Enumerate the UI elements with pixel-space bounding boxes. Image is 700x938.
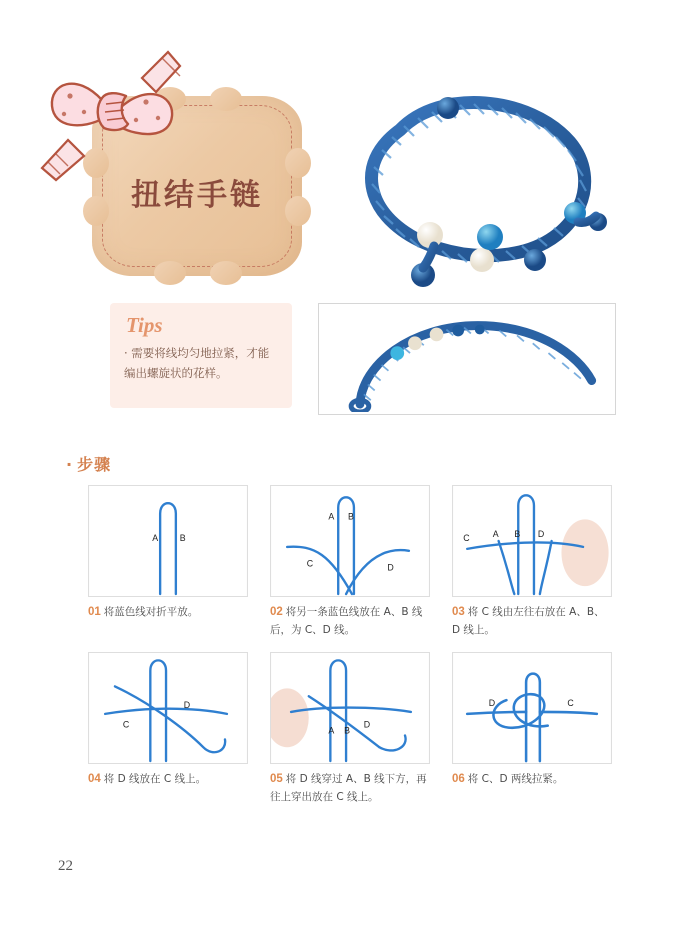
page-number: 22 <box>58 858 73 874</box>
step-caption-text: 将 C 线由左往右放在 A、B、D 线上。 <box>452 606 605 636</box>
step-label: A <box>152 533 159 543</box>
step-label: C <box>122 719 130 730</box>
step-caption-06 <box>452 771 612 789</box>
step-caption-text: 将 D 线放在 C 线上。 <box>103 773 207 786</box>
step-image-04 <box>88 652 248 764</box>
step-label: C <box>306 558 314 569</box>
step-number: 04 <box>88 773 101 786</box>
step-item <box>88 485 248 638</box>
step-label: A <box>328 725 335 736</box>
step-label: A <box>328 511 335 522</box>
step-item <box>270 652 430 805</box>
step-number: 01 <box>88 606 101 618</box>
product-photo-main <box>330 70 630 295</box>
step-label: C <box>463 533 470 543</box>
tips-title: Tips <box>126 313 163 337</box>
step-item <box>452 652 612 805</box>
steps-heading-label: 步骤 <box>77 455 112 474</box>
step-item <box>88 652 248 805</box>
step-label: B <box>348 511 354 522</box>
bow-icon <box>34 44 194 184</box>
step-diagram-05 <box>271 653 429 763</box>
step-item <box>452 485 612 638</box>
step-caption-text: 将 C、D 两线拉紧。 <box>467 773 564 786</box>
step-caption-05 <box>270 771 430 805</box>
steps-grid <box>88 485 612 819</box>
step-label: A <box>492 529 499 540</box>
tips-text: · 需要将线均匀地拉紧，才能编出螺旋状的花样。 <box>124 346 270 380</box>
bracelet-detail-illustration <box>319 304 613 412</box>
step-label: D <box>387 562 394 573</box>
steps-row-1 <box>88 485 612 638</box>
page-title: 扭结手链 <box>131 178 263 213</box>
step-caption-04 <box>88 771 248 789</box>
step-diagram-01 <box>89 486 247 596</box>
step-label: D <box>488 698 496 709</box>
product-photo-detail <box>318 303 616 415</box>
step-image-02 <box>270 485 430 597</box>
step-number: 05 <box>270 773 283 786</box>
steps-row-2 <box>88 652 612 805</box>
step-number: 02 <box>270 606 283 618</box>
step-image-06 <box>452 652 612 764</box>
bracelet-illustration <box>330 70 630 295</box>
tips-box <box>110 303 292 408</box>
step-diagram-04 <box>89 653 247 763</box>
step-diagram-02 <box>271 486 429 596</box>
step-label: C <box>567 698 574 709</box>
step-caption-01 <box>88 604 248 622</box>
step-label: D <box>363 719 371 730</box>
step-image-01 <box>88 485 248 597</box>
steps-heading-bullet: · <box>66 455 74 474</box>
step-diagram-06 <box>453 653 611 763</box>
step-number: 06 <box>452 773 465 786</box>
steps-heading <box>66 452 111 475</box>
step-label: D <box>537 529 545 540</box>
step-caption-text: 将蓝色线对折平放。 <box>103 606 199 618</box>
step-caption-03 <box>452 604 612 638</box>
step-label: D <box>183 700 191 711</box>
step-item <box>270 485 430 638</box>
step-image-05 <box>270 652 430 764</box>
step-caption-text: 将 D 线穿过 A、B 线下方，再往上穿出放在 C 线上。 <box>270 773 427 803</box>
step-number: 03 <box>452 606 465 618</box>
step-caption-02 <box>270 604 430 638</box>
step-label: B <box>514 529 521 540</box>
step-image-03 <box>452 485 612 597</box>
step-label: B <box>179 533 186 543</box>
step-diagram-03 <box>453 486 611 596</box>
step-label: B <box>344 725 350 736</box>
step-caption-text: 将另一条蓝色线放在 A、B 线后，为 C、D 线。 <box>270 606 423 636</box>
title-plaque <box>92 96 302 276</box>
